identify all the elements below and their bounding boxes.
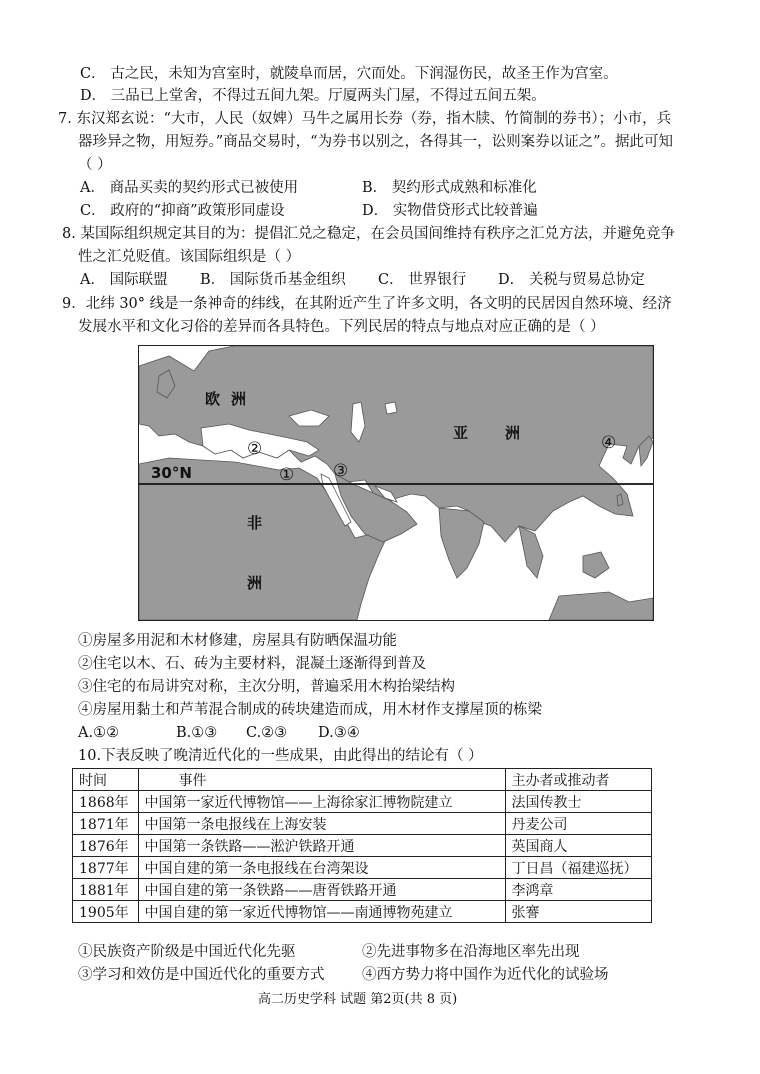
q8-option-b: B． 国际货币基金组织 — [200, 272, 346, 288]
label-africa-2: 洲 — [247, 574, 263, 592]
page-footer: 高二历史学科 试题 第2页(共 8 页) — [258, 992, 458, 1007]
q6-option-c: C． 古之民，未知为宫室时，就陵阜而居，穴而处。下润湿伤民，故圣王作为宫室。 — [80, 66, 618, 82]
header-promoter: 主办者或推动者 — [505, 769, 652, 791]
q9-option-d: D.③④ — [318, 725, 360, 741]
q9-stem-line1: 9．北纬 30° 线是一条神奇的纬线，在其附近产生了许多文明，各文明的民居因自然环境、经济 — [62, 296, 672, 312]
q7-stem-line1: 7. 东汉郑玄说：“大市，人民（奴婢）马牛之属用长券（券，指木牍、竹简制的券书）；小市，兵 — [58, 111, 672, 127]
row-event: 中国第一家近代博物馆——上海徐家汇博物院建立 — [138, 791, 505, 813]
india-land — [439, 508, 484, 578]
label-africa-1: 非 — [247, 514, 263, 532]
map-graphic — [139, 346, 653, 620]
q8-stem-line2: 性之汇兑贬值。该国际组织是（ ） — [78, 249, 301, 265]
borneo-land — [583, 552, 609, 578]
aral-sea — [385, 402, 397, 414]
row-time: 1877年 — [73, 857, 139, 879]
indonesia-land — [549, 592, 653, 620]
row-promoter: 丁日昌（福建巡抚） — [505, 857, 652, 879]
q9-item-2: ②住宅以木、石、砖为主要材料，混凝土逐渐得到普及 — [78, 656, 426, 672]
row-time: 1871年 — [73, 813, 139, 835]
africa-land — [139, 458, 389, 620]
marker-1: ① — [279, 465, 295, 485]
header-time: 时间 — [73, 769, 139, 791]
header-event: 事件 — [138, 769, 505, 791]
q10-conclusion-4: ④西方势力将中国作为近代化的试验场 — [362, 967, 609, 983]
row-time: 1905年 — [73, 901, 139, 923]
table-row — [73, 835, 652, 857]
q8-stem-line1: 8. 某国际组织规定其目的为：提倡汇兑之稳定，在会员国间维持有秩序之汇兑方法，并避免竞争 — [62, 226, 675, 242]
label-asia-2: 洲 — [505, 424, 521, 442]
q10-conclusion-2: ②先进事物多在沿海地区率先出现 — [362, 944, 580, 960]
q8-option-c: C． 世界银行 — [378, 272, 467, 288]
marker-3: ③ — [333, 461, 349, 481]
q8-option-a: A． 国际联盟 — [80, 272, 168, 288]
q9-item-4: ④房屋用黏土和芦苇混合制成的砖块建造而成，用木材作支撑屋顶的栋梁 — [78, 702, 542, 718]
marker-2: ② — [247, 439, 263, 459]
table-row — [73, 813, 652, 835]
table-row — [73, 791, 652, 813]
table-row — [73, 901, 652, 923]
q10-conclusion-1: ①民族资产阶级是中国近代化先驱 — [78, 944, 296, 960]
row-time: 1868年 — [73, 791, 139, 813]
row-promoter: 李鸿章 — [505, 879, 652, 901]
seasia-land — [519, 526, 543, 578]
table-header-row — [73, 769, 652, 791]
q9-option-b: B.①③ — [176, 725, 218, 741]
row-promoter: 英国商人 — [505, 835, 652, 857]
label-europe-1: 欧 — [205, 390, 221, 408]
q7-stem-line2: 器珍异之物，用短券。”商品交易时，“为券书以别之，各得其一，讼则案券以证之”。据此可知 — [78, 134, 673, 150]
q10-conclusion-3: ③学习和效仿是中国近代化的重要方式 — [78, 967, 325, 983]
row-promoter: 张謇 — [505, 901, 652, 923]
row-promoter: 丹麦公司 — [505, 813, 652, 835]
table-row — [73, 857, 652, 879]
q6-option-d: D． 三品已上堂舍，不得过五间九架。厅厦两头门屋，不得过五间五架。 — [80, 88, 546, 104]
land-masses — [139, 346, 653, 620]
label-asia-1: 亚 — [453, 424, 469, 442]
row-promoter: 法国传教士 — [505, 791, 652, 813]
q9-stem-line2: 发展水平和文化习俗的差异而各具特色。下列民居的特点与地点对应正确的是（ ） — [78, 319, 605, 335]
row-time: 1881年 — [73, 879, 139, 901]
q7-option-a: A． 商品买卖的契约形式已被使用 — [80, 180, 299, 196]
q10-stem: 10.下表反映了晚清近代化的一些成果，由此得出的结论有（ ） — [78, 748, 483, 764]
row-event: 中国自建的第一家近代博物馆——南通博物苑建立 — [138, 901, 505, 923]
q9-item-3: ③住宅的布局讲究对称，主次分明，普遍采用木构抬梁结构 — [78, 679, 455, 695]
row-event: 中国自建的第一条电报线在台湾架设 — [138, 857, 505, 879]
row-event: 中国自建的第一条铁路——唐胥铁路开通 — [138, 879, 505, 901]
q7-answer-blank: （ ） — [78, 157, 112, 173]
q9-option-c: C.②③ — [246, 725, 288, 741]
row-event: 中国第一条电报线在上海安装 — [138, 813, 505, 835]
q9-item-1: ①房屋多用泥和木材修建，房屋具有防晒保温功能 — [78, 633, 397, 649]
q10-events-table — [72, 768, 652, 923]
q7-option-d: D． 实物借贷形式比较普遍 — [362, 203, 538, 219]
label-europe-2: 洲 — [231, 390, 247, 408]
table-row — [73, 879, 652, 901]
label-30n: 30°N — [151, 464, 192, 482]
marker-4: ④ — [601, 433, 617, 453]
row-event: 中国第一条铁路——淞沪铁路开通 — [138, 835, 505, 857]
q7-option-b: B． 契约形式成熟和标准化 — [362, 180, 537, 196]
q8-option-d: D． 关税与贸易总协定 — [498, 272, 645, 288]
row-time: 1876年 — [73, 835, 139, 857]
world-map-30n — [138, 345, 654, 621]
q9-option-a: A.①② — [78, 725, 120, 741]
q7-option-c: C． 政府的“抑商”政策形同虚设 — [80, 203, 285, 219]
